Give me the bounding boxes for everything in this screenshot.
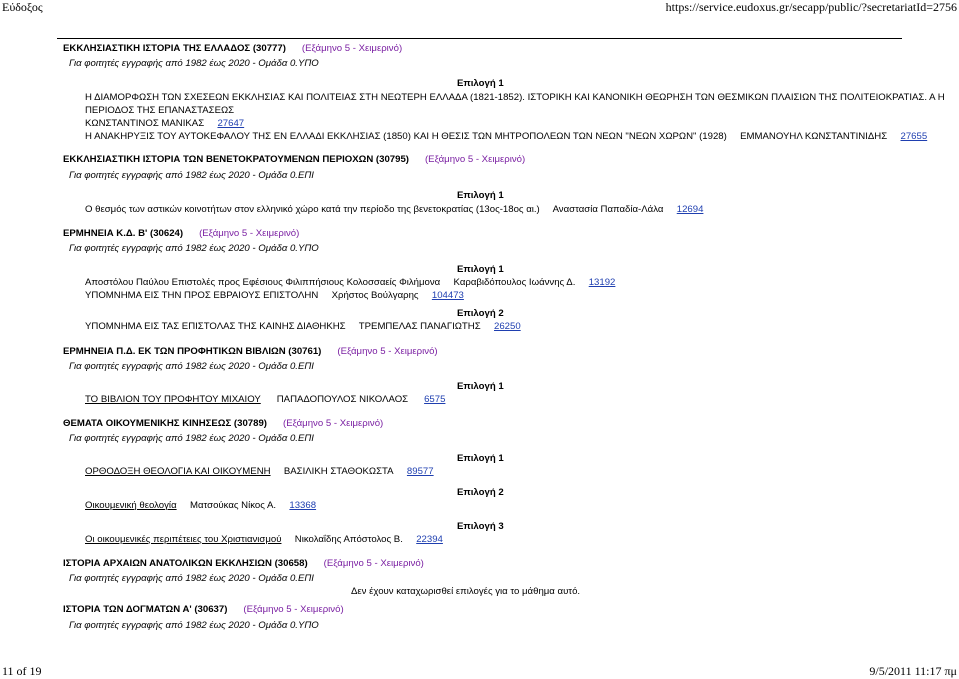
book-code-link[interactable]: 27647 bbox=[217, 118, 245, 129]
option-label: Επιλογή 1 bbox=[457, 78, 504, 89]
course-heading bbox=[63, 418, 383, 429]
book-title: ΟΡΘΟΔΟΞΗ ΘΕΟΛΟΓΙΑ ΚΑΙ ΟΙΚΟΥΜΕΝΗ bbox=[85, 466, 271, 477]
book-code-link[interactable]: 13368 bbox=[289, 500, 317, 511]
course-semester: (Εξάμηνο 5 - Χειμερινό) bbox=[424, 154, 526, 165]
course-heading bbox=[63, 43, 402, 54]
book-code-link[interactable]: 12694 bbox=[676, 204, 704, 215]
book-entry bbox=[85, 290, 464, 301]
option-label: Επιλογή 1 bbox=[457, 453, 504, 464]
book-author: ΚΩΝΣΤΑΝΤΙΝΟΣ ΜΑΝΙΚΑΣ bbox=[85, 118, 205, 129]
book-author: ΕΜΜΑΝΟΥΗΛ ΚΩΝΣΤΑΝΤΙΝΙΔΗΣ bbox=[740, 131, 888, 142]
course-semester: (Εξάμηνο 5 - Χειμερινό) bbox=[323, 558, 424, 569]
book-title: ΥΠΟΜΝΗΜΑ ΕΙΣ ΤΑΣ ΕΠΙΣΤΟΛΑΣ ΤΗΣ ΚΑΙΝΗΣ ΔΙΑΘΗΚΗΣ bbox=[85, 321, 346, 332]
book-title: Οικουμενική θεολογία bbox=[85, 500, 177, 511]
course-title: ΘΕΜΑΤΑ ΟΙΚΟΥΜΕΝΙΚΗΣ ΚΙΝΗΣΕΩΣ (30789) bbox=[63, 418, 267, 429]
book-code-link[interactable]: 13192 bbox=[588, 277, 616, 288]
course-title: ΙΣΤΟΡΙΑ ΤΩΝ ΔΟΓΜΑΤΩΝ Α' (30637) bbox=[63, 604, 228, 615]
course-group: Για φοιτητές εγγραφής από 1982 έως 2020 - Ομάδα 0.ΕΠΙ bbox=[69, 433, 314, 444]
course-title: ΕΚΚΛΗΣΙΑΣΤΙΚΗ ΙΣΤΟΡΙΑ ΤΗΣ ΕΛΛΑΔΟΣ (30777) bbox=[63, 43, 286, 54]
course-group: Για φοιτητές εγγραφής από 1982 έως 2020 - Ομάδα 0.ΕΠΙ bbox=[69, 573, 314, 584]
course-heading bbox=[63, 558, 424, 569]
course-heading bbox=[63, 346, 438, 357]
course-group: Για φοιτητές εγγραφής από 1982 έως 2020 - Ομάδα 0.ΕΠΙ bbox=[69, 170, 314, 181]
book-title: ΥΠΟΜΝΗΜΑ ΕΙΣ ΤΗΝ ΠΡΟΣ ΕΒΡΑΙΟΥΣ ΕΠΙΣΤΟΛΗΝ bbox=[85, 290, 319, 301]
option-label: Επιλογή 1 bbox=[457, 264, 504, 275]
course-group: Για φοιτητές εγγραφής από 1982 έως 2020 - Ομάδα 0.ΥΠΟ bbox=[69, 243, 319, 254]
book-entry bbox=[85, 204, 703, 215]
book-author: ΒΑΣΙΛΙΚΗ ΣΤΑΘΟΚΩΣΤΑ bbox=[283, 466, 394, 477]
book-code-link[interactable]: 104473 bbox=[431, 290, 464, 301]
option-label: Επιλογή 2 bbox=[457, 487, 504, 498]
page-counter: 11 of 19 bbox=[2, 664, 42, 678]
course-semester: (Εξάμηνο 5 - Χειμερινό) bbox=[301, 43, 403, 54]
course-title: ΙΣΤΟΡΙΑ ΑΡΧΑΙΩΝ ΑΝΑΤΟΛΙΚΩΝ ΕΚΚΛΗΣΙΩΝ (30658) bbox=[63, 558, 308, 569]
option-label: Επιλογή 2 bbox=[457, 308, 504, 319]
book-title: Η ΔΙΑΜΟΡΦΩΣΗ ΤΩΝ ΣΧΕΣΕΩΝ ΕΚΚΛΗΣΙΑΣ ΚΑΙ ΠΟΛΙΤΕΙΑΣ ΣΤΗ ΝΕΩΤΕΡΗ ΕΛΛΑΔΑ (1821-1852). ΙΣΤΟΡΙΚΗ ΚΑΙ ΚΑΝΟΝΙΚΗ ΘΕΩΡΗΣΗ ΤΩΝ ΘΕΣΜΙΚΩΝ ΠΛΑΙΣΙΩΝ ΤΗΣ ΠΟΛΙΤΕΙΟΚΡΑΤΙΑΣ. Α Η bbox=[85, 92, 945, 103]
book-entry bbox=[85, 500, 316, 511]
book-code-link[interactable]: 27655 bbox=[900, 131, 928, 142]
book-author: ΠΑΠΑΔΟΠΟΥΛΟΣ ΝΙΚΟΛΑΟΣ bbox=[276, 394, 409, 405]
print-timestamp: 9/5/2011 11:17 πμ bbox=[869, 664, 957, 678]
course-heading bbox=[63, 228, 299, 239]
book-title-cont: ΠΕΡΙΟΔΟΣ ΤΗΣ ΕΠΑΝΑΣΤΑΣΕΩΣ bbox=[85, 105, 235, 116]
book-author: Χρήστος Βούλγαρης bbox=[331, 290, 419, 301]
course-group: Για φοιτητές εγγραφής από 1982 έως 2020 - Ομάδα 0.ΥΠΟ bbox=[69, 620, 319, 631]
book-entry bbox=[85, 534, 443, 545]
book-code-link[interactable]: 26250 bbox=[494, 321, 521, 332]
book-author: Καραβιδόπουλος Ιωάννης Δ. bbox=[453, 277, 576, 288]
book-title: ΤΟ ΒΙΒΛΙΟΝ ΤΟΥ ΠΡΟΦΗΤΟΥ ΜΙΧΑΙΟΥ bbox=[85, 394, 261, 405]
book-entry bbox=[85, 321, 521, 332]
book-title: Αποστόλου Παύλου Επιστολές προς Εφέσιους Φιλιππήσιους Κολοσσαείς Φιλήμονα bbox=[85, 277, 441, 288]
course-semester: (Εξάμηνο 5 - Χειμερινό) bbox=[199, 228, 300, 239]
book-code-link[interactable]: 89577 bbox=[406, 466, 434, 477]
course-heading bbox=[63, 154, 525, 165]
book-entry bbox=[85, 118, 244, 129]
no-options-note: Δεν έχουν καταχωρισθεί επιλογές για το μάθημα αυτό. bbox=[351, 586, 581, 597]
page-header-url: https://service.eudoxus.gr/secapp/public/?secretariatId=2756 bbox=[665, 0, 957, 14]
course-semester: (Εξάμηνο 5 - Χειμερινό) bbox=[337, 346, 438, 357]
course-title: ΕΡΜΗΝΕΙΑ Κ.Δ. Β' (30624) bbox=[63, 228, 184, 239]
divider bbox=[57, 38, 902, 39]
book-author: Νικολαΐδης Απόστολος Β. bbox=[294, 534, 403, 545]
book-author: Ματσούκας Νίκος Α. bbox=[189, 500, 277, 511]
book-code-link[interactable]: 6575 bbox=[424, 394, 446, 405]
option-label: Επιλογή 1 bbox=[457, 381, 504, 392]
book-entry bbox=[85, 277, 615, 288]
course-heading bbox=[63, 604, 344, 615]
course-title: ΕΡΜΗΝΕΙΑ Π.Δ. ΕΚ ΤΩΝ ΠΡΟΦΗΤΙΚΩΝ ΒΙΒΛΙΩΝ (30761) bbox=[63, 346, 322, 357]
course-title: ΕΚΚΛΗΣΙΑΣΤΙΚΗ ΙΣΤΟΡΙΑ ΤΩΝ ΒΕΝΕΤΟΚΡΑΤΟΥΜΕΝΩΝ ΠΕΡΙΟΧΩΝ (30795) bbox=[63, 154, 409, 165]
book-author: ΤΡΕΜΠΕΛΑΣ ΠΑΝΑΓΙΩΤΗΣ bbox=[358, 321, 481, 332]
book-title: Οι οικουμενικές περιπέτειες του Χριστιανισμού bbox=[85, 534, 282, 545]
book-entry bbox=[85, 131, 927, 142]
book-title: Η ΑΝΑΚΗΡΥΞΙΣ ΤΟΥ ΑΥΤΟΚΕΦΑΛΟΥ ΤΗΣ ΕΝ ΕΛΛΑΔΙ ΕΚΚΛΗΣΙΑΣ (1850) ΚΑΙ Η ΘΕΣΙΣ ΤΩΝ ΜΗΤΡΟΠΟΛΕΩΝ ΤΩΝ ΝΕΩΝ "ΝΕΩΝ ΧΩΡΩΝ" (1928) bbox=[85, 131, 727, 142]
book-entry bbox=[85, 394, 445, 405]
book-entry bbox=[85, 466, 434, 477]
option-label: Επιλογή 1 bbox=[457, 190, 504, 201]
course-semester: (Εξάμηνο 5 - Χειμερινό) bbox=[243, 604, 344, 615]
book-author: Αναστασία Παπαδία-Λάλα bbox=[552, 204, 664, 215]
book-title: Ο θεσμός των αστικών κοινοτήτων στον ελληνικό χώρο κατά την περίοδο της βενετοκρατίας (13ος-18ος αι.) bbox=[85, 204, 540, 215]
option-label: Επιλογή 3 bbox=[457, 521, 504, 532]
course-semester: (Εξάμηνο 5 - Χειμερινό) bbox=[283, 418, 384, 429]
page-header-title: Εύδοξος bbox=[2, 0, 43, 14]
course-group: Για φοιτητές εγγραφής από 1982 έως 2020 - Ομάδα 0.ΥΠΟ bbox=[69, 58, 319, 69]
course-group: Για φοιτητές εγγραφής από 1982 έως 2020 - Ομάδα 0.ΕΠΙ bbox=[69, 361, 314, 372]
book-code-link[interactable]: 22394 bbox=[416, 534, 443, 545]
